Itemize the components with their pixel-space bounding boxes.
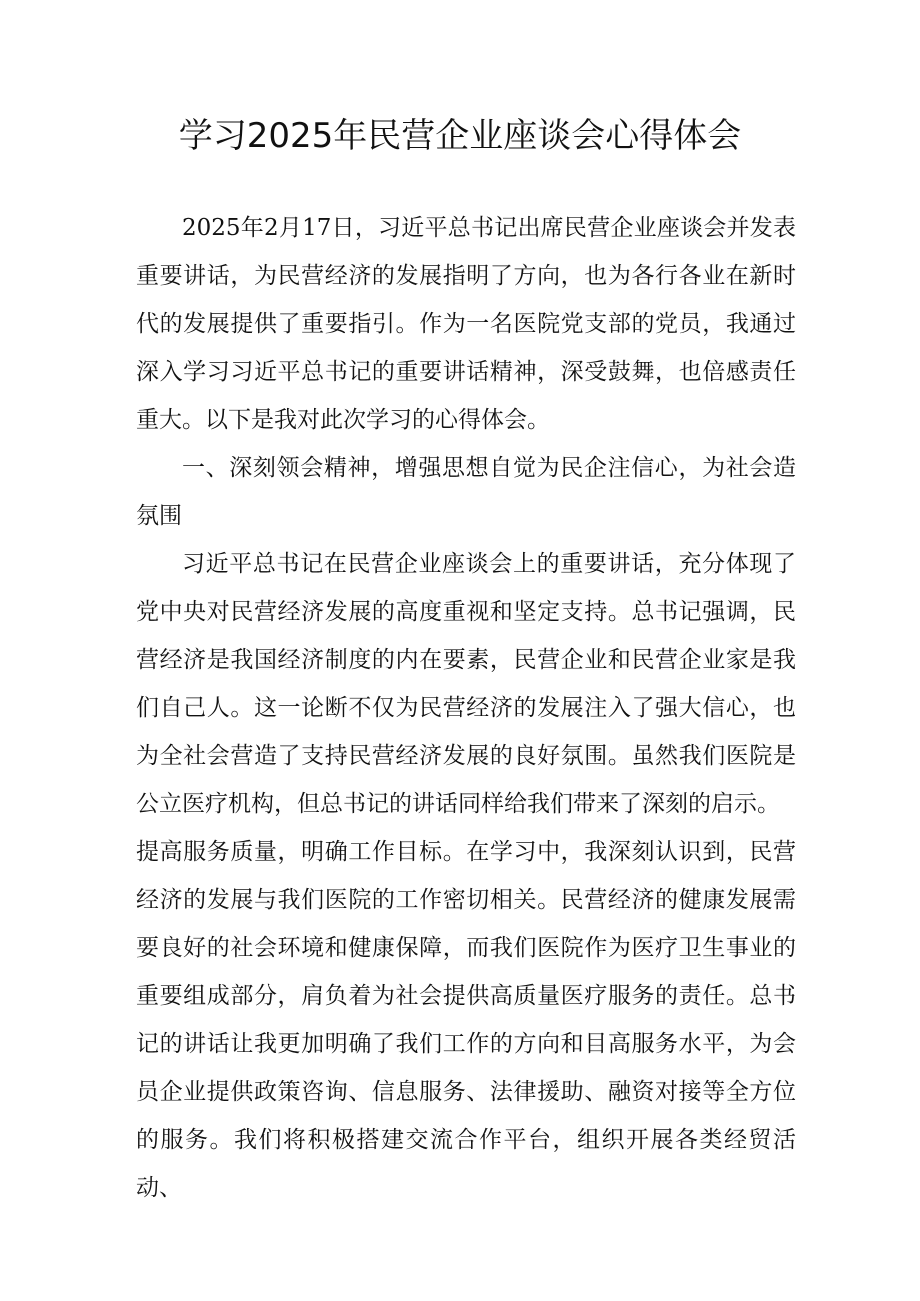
document-body — [136, 204, 796, 1212]
paragraph-speech-summary: 习近平总书记在民营企业座谈会上的重要讲话，充分体现了党中央对民营经济发展的高度重视和坚定支持。总书记强调，民营经济是我国经济制度的内在要素，民营企业和民营企业家是我们自己人。这一论断不仅为民营经济的发展注入了强大信心，也为全社会营造了支持民营经济发展的良好氛围。虽然我们医院是公立医疗机构，但总书记的讲话同样给我们带来了深刻的启示。 — [136, 551, 796, 817]
paragraph-service-quality: 提高服务质量，明确工作目标。在学习中，我深刻认识到，民营经济的发展与我们医院的工作密切相关。民营经济的健康发展需要良好的社会环境和健康保障，而我们医院作为医疗卫生事业的重要组成部分，肩负着为社会提供高质量医疗服务的责任。总书记的讲话让我更加明确了我们工作的方向和目高服务水平，为会员企业提供政策咨询、信息服务、法律援助、融资对接等全方位的服务。我们将积极搭建交流合作平台，组织开展各类经贸活动、 — [136, 839, 796, 1201]
paragraph-intro: 2025年2月17日，习近平总书记出席民营企业座谈会并发表重要讲话，为民营经济的发展指明了方向，也为各行各业在新时代的发展提供了重要指引。作为一名医院党支部的党员，我通过深入学习习近平总书记的重要讲话精神，深受鼓舞，也倍感责任重大。以下是我对此次学习的心得体会。 — [136, 215, 796, 433]
paragraph-section-heading: 一、深刻领会精神，增强思想自觉为民企注信心，为社会造氛围 — [136, 455, 796, 529]
document-title: 学习2025年民营企业座谈会心得体会 — [178, 116, 742, 156]
